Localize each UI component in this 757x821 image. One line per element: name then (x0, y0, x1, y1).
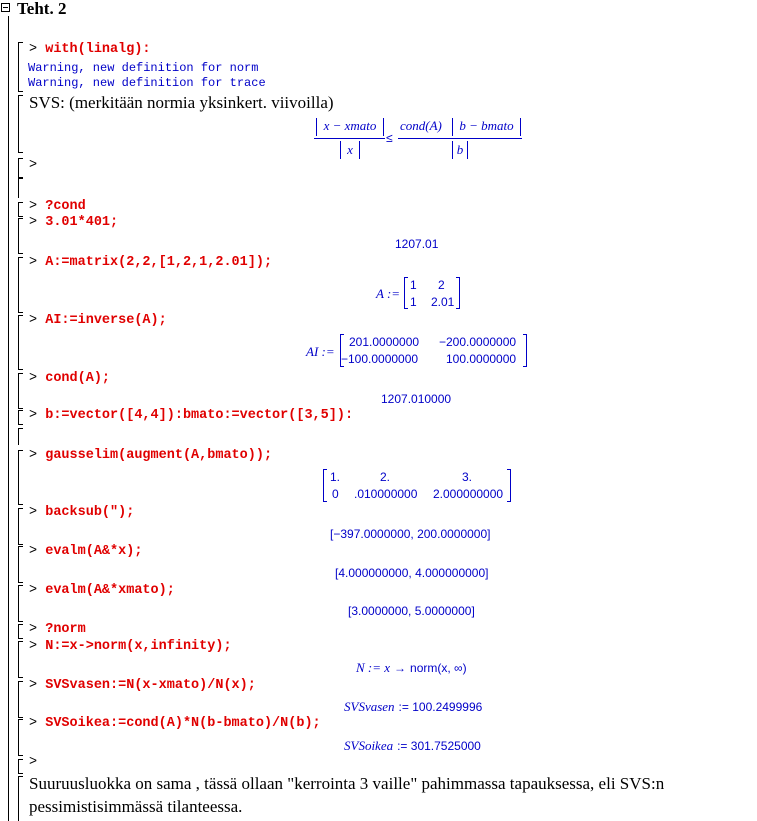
matrix-cell: 2. (380, 470, 391, 484)
formula-den-left: x (347, 142, 353, 157)
formula-leq: ≤ (386, 131, 393, 145)
matrix-cell: 3. (462, 470, 473, 484)
input-text[interactable]: 3.01*401; (45, 215, 119, 230)
exec-group-bracket[interactable] (18, 450, 23, 505)
input-text[interactable]: ?cond (45, 199, 86, 214)
exec-group-bracket[interactable] (18, 624, 23, 639)
exec-group-bracket[interactable] (18, 178, 23, 198)
exec-group-bracket[interactable] (18, 158, 23, 178)
output-expression: SVSoikea := 301.7525000 (344, 738, 481, 753)
exec-group-bracket[interactable] (18, 202, 23, 217)
input-line[interactable]: > (29, 158, 38, 173)
input-text[interactable]: cond(A); (45, 371, 111, 386)
input-line[interactable]: > gausselim(augment(A,bmato)); (29, 448, 273, 463)
matrix-cell: .010000000 (354, 487, 418, 501)
exec-group-bracket[interactable] (18, 95, 23, 153)
matrix-cell: −100.0000000 (341, 352, 419, 366)
output-value: [−397.0000000, 200.0000000] (330, 527, 491, 541)
output-value: 1207.010000 (381, 392, 452, 406)
input-line[interactable]: > (29, 755, 38, 770)
input-line[interactable]: > ?cond (29, 199, 86, 214)
text-paragraph: Suuruusluokka on sama , tässä ollaan "kerrointa 3 vaille" pahimmassa tapauksessa, eli SVS:n (29, 774, 665, 793)
matrix-cell: 1 (410, 295, 417, 309)
input-text[interactable]: with(linalg): (45, 42, 151, 57)
exec-group-bracket[interactable] (18, 776, 23, 821)
output-value: [3.0000000, 5.0000000] (348, 604, 475, 618)
warning-text: Warning, new definition for trace (28, 76, 266, 90)
input-line[interactable]: > N:=x->norm(x,infinity); (29, 639, 232, 654)
exec-group-bracket[interactable] (18, 42, 23, 92)
input-line[interactable]: > 3.01*401; (29, 215, 119, 230)
input-text[interactable]: backsub("); (45, 505, 135, 520)
output-expression: SVSvasen := 100.2499996 (344, 699, 483, 714)
output-expression: N := x → norm(x, ∞) (356, 660, 467, 675)
output-value: [4.000000000, 4.000000000] (335, 566, 489, 580)
exec-group-bracket[interactable] (18, 315, 23, 370)
matrix-cell: 201.0000000 (349, 335, 420, 349)
matrix-cell: 0 (332, 487, 339, 501)
collapse-minus-icon[interactable] (1, 3, 10, 12)
input-line[interactable]: > backsub("); (29, 505, 135, 520)
input-text[interactable]: A:=matrix(2,2,[1,2,1,2.01]); (45, 255, 273, 270)
matrix-cell: 2.01 (431, 295, 455, 309)
exec-group-bracket[interactable] (18, 641, 23, 678)
input-text[interactable]: SVSoikea:=cond(A)*N(b-bmato)/N(b); (45, 716, 321, 731)
exec-group-bracket[interactable] (18, 373, 23, 409)
input-text[interactable]: N:=x->norm(x,infinity); (45, 639, 232, 654)
input-text[interactable]: gausselim(augment(A,bmato)); (45, 448, 273, 463)
matrix-cell: −200.0000000 (439, 335, 517, 349)
section-title: Teht. 2 (17, 0, 67, 18)
output-lhs: AI := (306, 344, 335, 359)
exec-group-bracket[interactable] (18, 681, 23, 718)
exec-group-bracket[interactable] (18, 585, 23, 622)
input-line[interactable]: > AI:=inverse(A); (29, 313, 167, 328)
output-value: 1207.01 (395, 237, 439, 251)
input-line[interactable]: > b:=vector([4,4]):bmato:=vector([3,5]): (29, 408, 354, 423)
matrix-cell: 2.000000000 (433, 487, 504, 501)
input-line[interactable]: > SVSvasen:=N(x-xmato)/N(x); (29, 678, 256, 693)
matrix-cell: 1 (410, 278, 417, 292)
formula-num-left: x − xmato (323, 118, 377, 133)
text-paragraph: SVS: (merkitään normia yksinkert. viivoilla) (29, 93, 334, 112)
matrix-cell: 100.0000000 (446, 352, 517, 366)
input-line[interactable]: > evalm(A&*x); (29, 544, 143, 559)
exec-group-bracket[interactable] (18, 428, 23, 445)
input-text[interactable]: b:=vector([4,4]):bmato:=vector([3,5]): (45, 408, 354, 423)
exec-group-bracket[interactable] (18, 257, 23, 313)
exec-group-bracket[interactable] (18, 218, 23, 254)
input-line[interactable]: > ?norm (29, 622, 86, 637)
input-line[interactable]: > cond(A); (29, 371, 111, 386)
input-text[interactable]: SVSvasen:=N(x-xmato)/N(x); (45, 678, 256, 693)
matrix-cell: 2 (438, 278, 445, 292)
input-line[interactable]: > A:=matrix(2,2,[1,2,1,2.01]); (29, 255, 273, 270)
input-text[interactable]: evalm(A&*x); (45, 544, 143, 559)
input-line[interactable] (29, 42, 151, 57)
formula-cond: cond(A) (400, 118, 442, 133)
matrix-cell: 1. (330, 470, 341, 484)
formula-num-right: b − bmato (459, 118, 514, 133)
exec-group-bracket[interactable] (18, 508, 23, 545)
input-line[interactable]: > evalm(A&*xmato); (29, 583, 175, 598)
section-line (8, 16, 9, 821)
text-paragraph: pessimistisimmässä tilanteessa. (29, 797, 243, 816)
exec-group-bracket[interactable] (18, 546, 23, 583)
formula-den-right: b (456, 142, 464, 157)
input-text[interactable]: AI:=inverse(A); (45, 313, 167, 328)
exec-group-bracket[interactable] (18, 759, 23, 774)
warning-text: Warning, new definition for norm (28, 61, 259, 75)
input-text[interactable]: ?norm (45, 622, 86, 637)
section-header (0, 0, 757, 18)
exec-group-bracket[interactable] (18, 410, 23, 425)
prompt: > (29, 42, 38, 57)
input-text[interactable]: evalm(A&*xmato); (45, 583, 175, 598)
output-lhs: A := (376, 286, 401, 301)
input-line[interactable]: > SVSoikea:=cond(A)*N(b-bmato)/N(b); (29, 716, 321, 731)
exec-group-bracket[interactable] (18, 719, 23, 756)
